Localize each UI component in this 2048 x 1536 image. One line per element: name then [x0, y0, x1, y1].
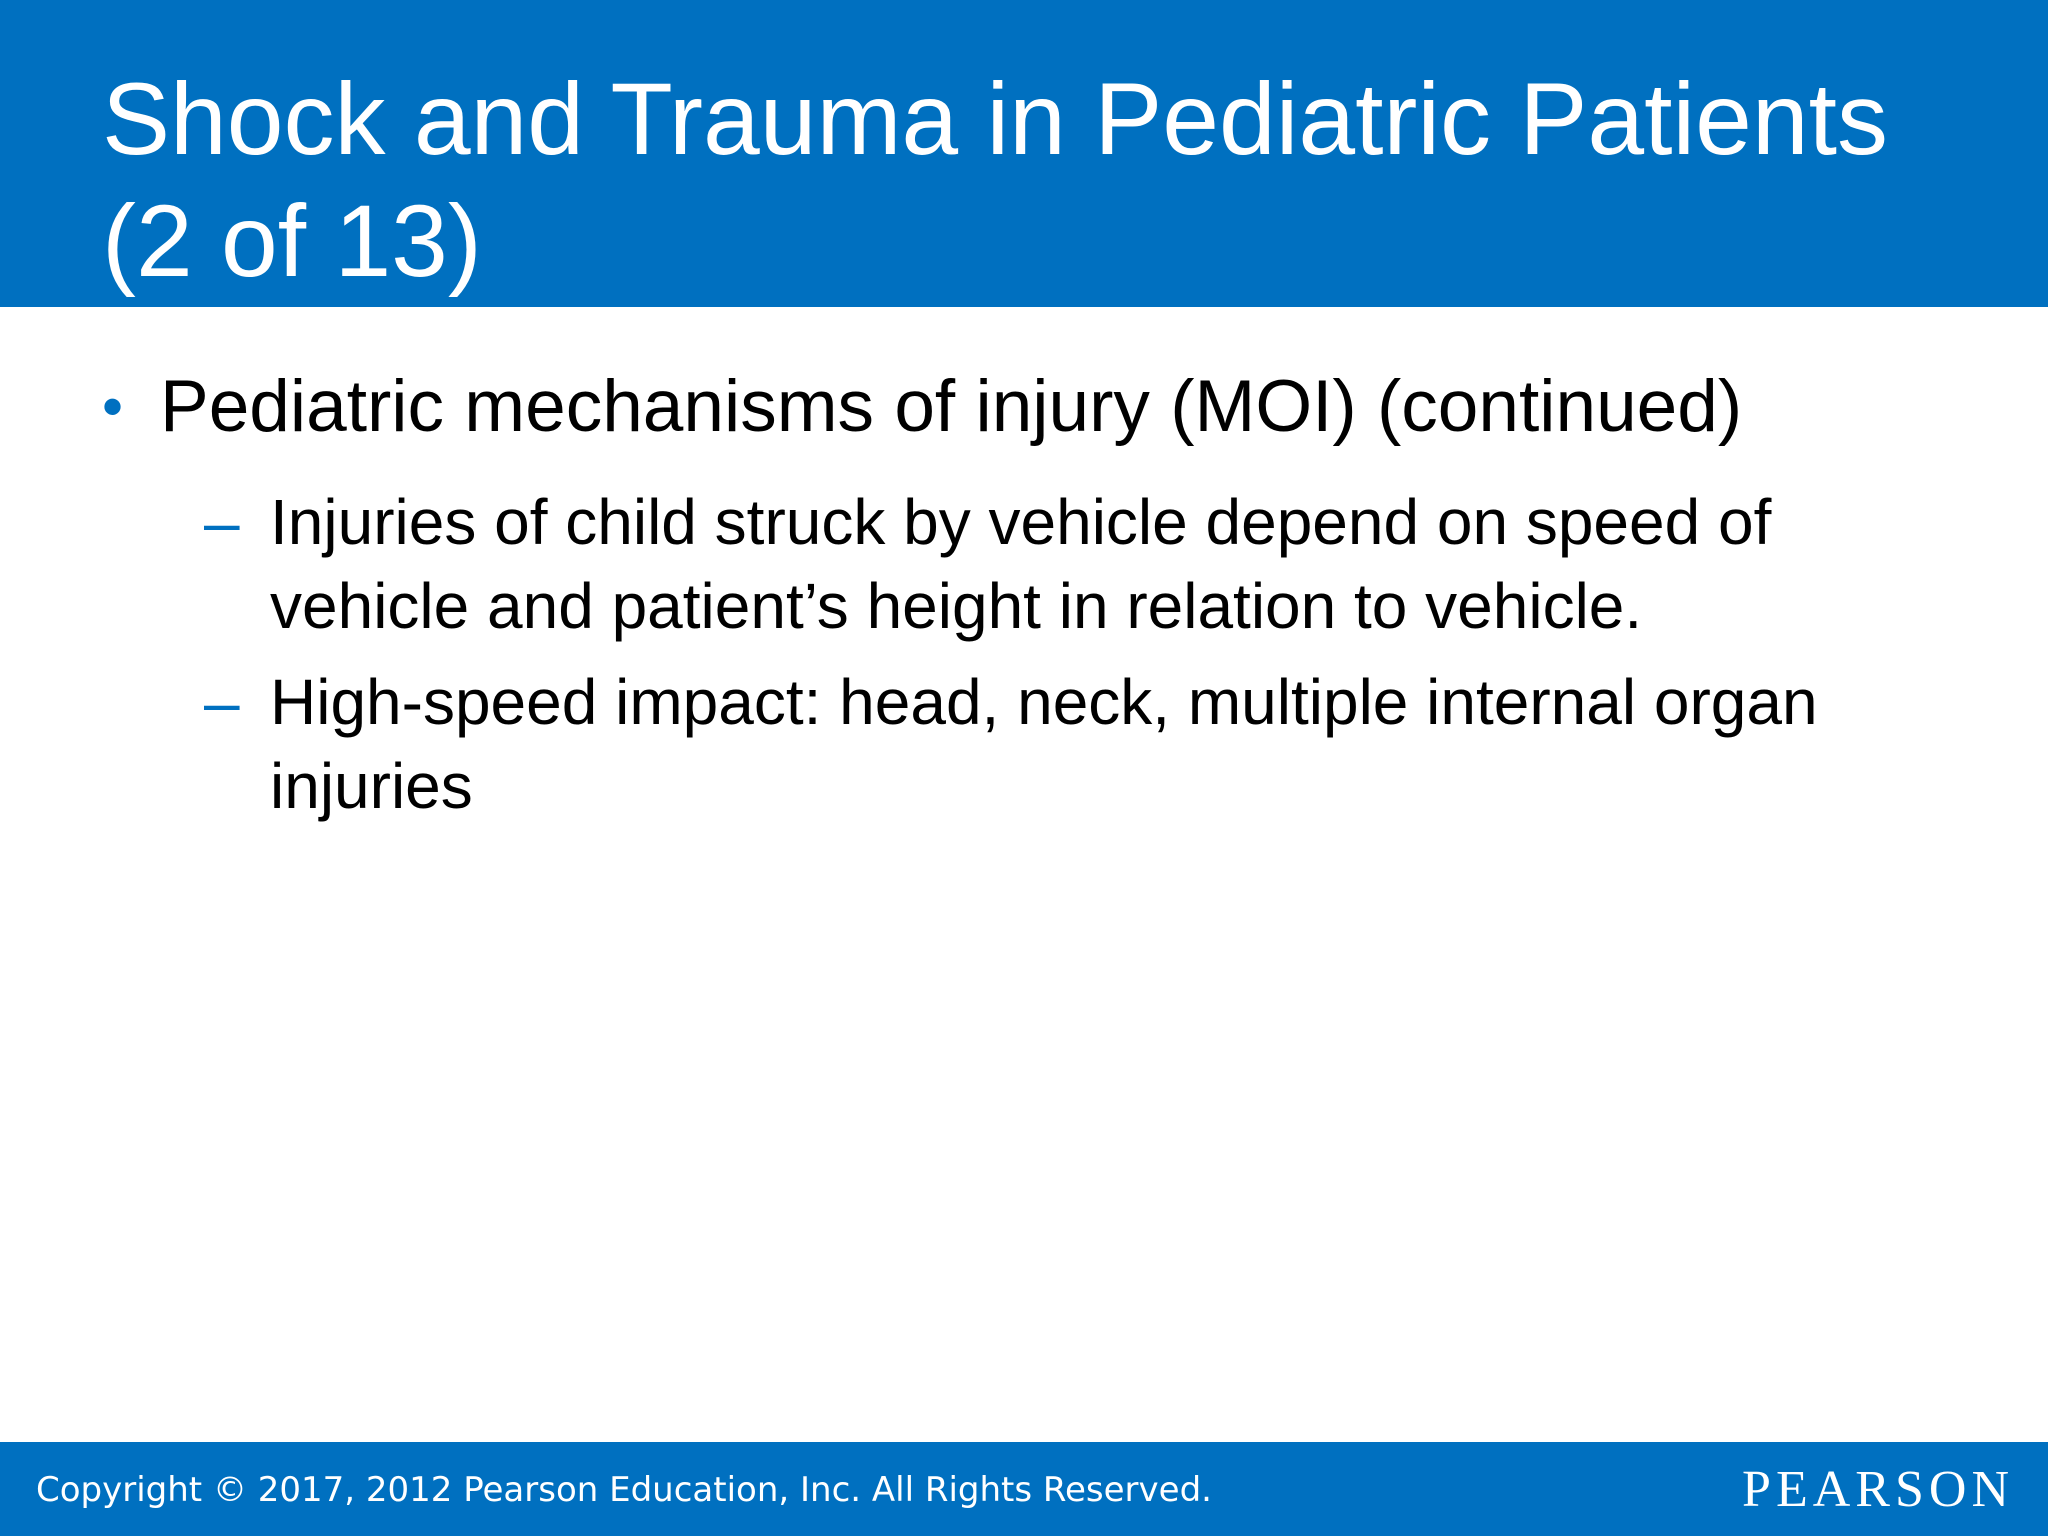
- bullet-text: Pediatric mechanisms of injury (MOI) (continued): [160, 366, 1743, 447]
- slide-title: [102, 58, 2002, 302]
- pearson-logo: PEARSON: [1742, 1461, 2014, 1518]
- copyright-text: Copyright © 2017, 2012 Pearson Education, Inc. All Rights Reserved.: [36, 1470, 1212, 1510]
- sub-bullet-marker: –: [204, 486, 240, 558]
- sub-bullet-marker: –: [204, 666, 240, 738]
- sub-bullet-text: High-speed impact: head, neck, multiple internal organ injuries: [270, 666, 1818, 822]
- bullet-marker: •: [102, 373, 124, 440]
- slide-title-line-2: (2 of 13): [102, 184, 482, 298]
- slide-title-line-1: Shock and Trauma in Pediatric Patients: [102, 62, 1888, 176]
- title-bar: [0, 0, 2048, 307]
- sub-bullet-text: Injuries of child struck by vehicle depend on speed of vehicle and patient’s height in relation to vehicle.: [270, 486, 1772, 642]
- footer-bar: [0, 1442, 2048, 1536]
